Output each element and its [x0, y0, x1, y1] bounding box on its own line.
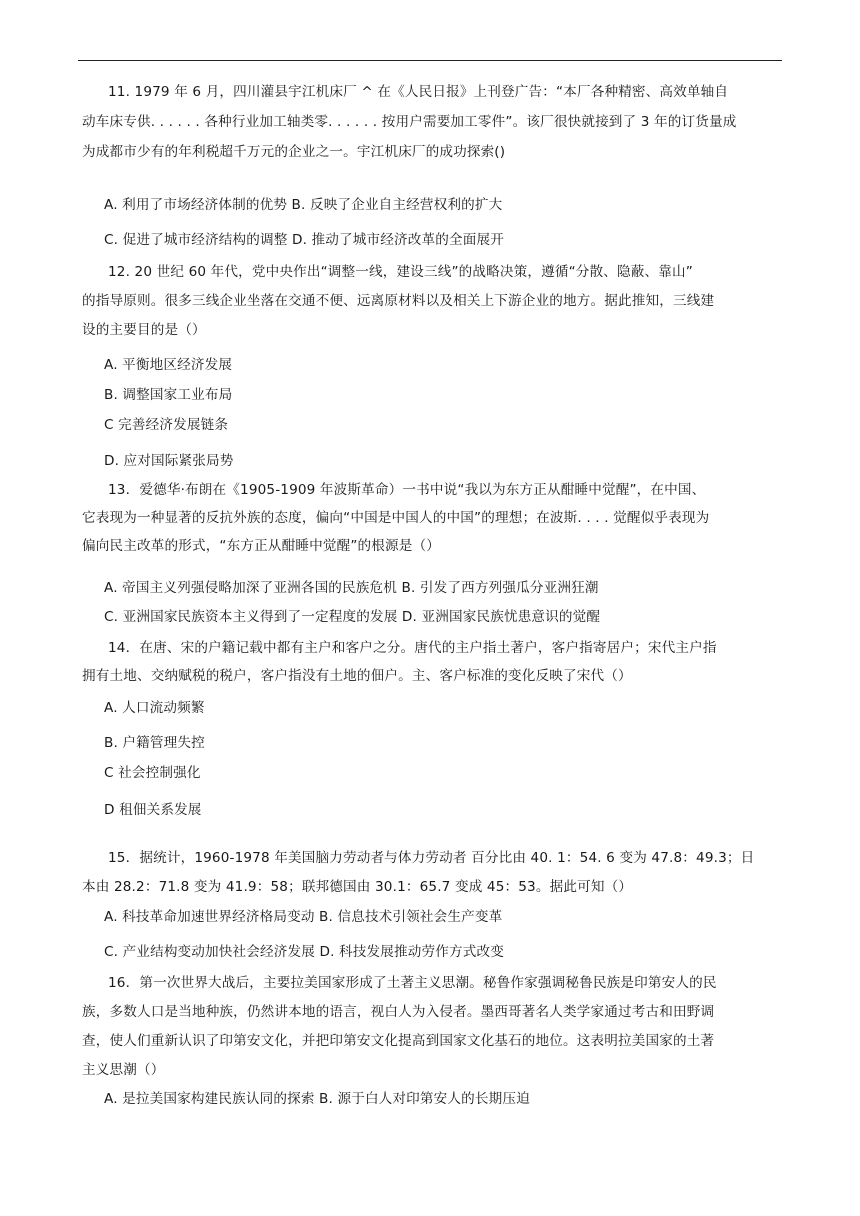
question-12-text-line-2: 的指导原则。很多三线企业坐落在交通不便、远离原材料以及相关上下游企业的地方。据此推知，三线建: [82, 293, 715, 309]
question-15-text-line-1: 15．据统计，1960-1978 年美国脑力劳动者与体力劳动者 百分比由 40. 1：54. 6 变为 47.8：49.3；日: [108, 850, 755, 866]
question-14-option-a: A. 人口流动频繁: [104, 700, 205, 716]
question-16-options-line-1: A. 是拉美国家构建民族认同的探索 B. 源于白人对印第安人的长期压迫: [104, 1091, 530, 1107]
question-16-text-line-3: 查，使人们重新认识了印第安文化，并把印第安文化提高到国家文化基石的地位。这表明拉美国家的土著: [82, 1033, 715, 1049]
question-11-text-line-1: 11. 1979 年 6 月，四川灌县宇江机床厂 ^ 在《人民日报》上刊登广告：“本厂各种精密、高效单轴自: [108, 84, 729, 100]
question-16-text-line-2: 族，多数人口是当地种族，仍然讲本地的语言，视白人为入侵者。墨西哥著名人类学家通过考古和田野调: [82, 1004, 715, 1020]
question-14-option-d: D 租佃关系发展: [104, 802, 202, 818]
question-11-options-line-1: A. 利用了市场经济体制的优势 B. 反映了企业自主经营权利的扩大: [104, 197, 503, 213]
question-12-option-a: A. 平衡地区经济发展: [104, 357, 233, 373]
question-13-text-line-3: 偏向民主改革的形式，“东方正从酣睡中觉醒”的根源是（）: [82, 538, 440, 554]
question-12-text-line-3: 设的主要目的是（）: [82, 322, 206, 338]
question-12-text-line-1: 12. 20 世纪 60 年代，党中央作出“调整一线，建设三线”的战略决策，遵循“分散、隐蔽、靠山”: [108, 264, 693, 280]
question-14-text-line-2: 拥有土地、交纳赋税的税户，客户指没有土地的佃户。主、客户标准的变化反映了宋代（）: [82, 668, 632, 684]
question-12-option-c: C 完善经济发展链条: [104, 417, 229, 433]
question-14-option-c: C 社会控制强化: [104, 765, 201, 781]
question-14-text-line-1: 14．在唐、宋的户籍记载中都有主户和客户之分。唐代的主户指土著户，客户指寄居户；宋代主户指: [108, 640, 717, 656]
question-14-option-b: B. 户籍管理失控: [104, 735, 205, 751]
question-11-text-line-3: 为成都市少有的年利税超千万元的企业之一。宇江机床厂的成功探索(): [82, 144, 506, 160]
question-15-text-line-2: 本由 28.2：71.8 变为 41.9：58；联邦德国由 30.1：65.7 变成 45：53。据此可知（）: [82, 879, 633, 895]
question-12-option-b: B. 调整国家工业布局: [104, 387, 233, 403]
question-11-text-line-2: 动车床专供. . . . . . 各种行业加工轴类零. . . . . . 按用户需要加工零件”。该厂很快就接到了 3 年的订货量成: [82, 114, 737, 130]
header-rule: [78, 60, 782, 61]
question-15-options-line-2: C. 产业结构变动加快社会经济发展 D. 科技发展推动劳作方式改变: [104, 944, 504, 960]
question-11-options-line-2: C. 促进了城市经济结构的调整 D. 推动了城市经济改革的全面展开: [104, 232, 504, 248]
question-16-text-line-4: 主义思潮（）: [82, 1062, 165, 1078]
question-13-text-line-1: 13．爱德华·布朗在《1905-1909 年波斯革命）一书中说“我以为东方正从酣睡中觉醒”，在中国、: [108, 482, 706, 498]
question-13-options-line-2: C. 亚洲国家民族资本主义得到了一定程度的发展 D. 亚洲国家民族忧患意识的觉醒: [104, 609, 601, 625]
question-12-option-d: D. 应对国际紧张局势: [104, 453, 234, 469]
question-13-text-line-2: 它表现为一种显著的反抗外族的态度，偏向“中国是中国人的中国”的理想；在波斯. . . . 觉醒似乎表现为: [82, 510, 710, 526]
question-13-options-line-1: A. 帝国主义列强侵略加深了亚洲各国的民族危机 B. 引发了西方列强瓜分亚洲狂潮: [104, 580, 599, 596]
question-15-options-line-1: A. 科技革命加速世界经济格局变动 B. 信息技术引领社会生产变革: [104, 909, 503, 925]
question-16-text-line-1: 16．第一次世界大战后，主要拉美国家形成了土著主义思潮。秘鲁作家强调秘鲁民族是印第安人的民: [108, 975, 717, 991]
